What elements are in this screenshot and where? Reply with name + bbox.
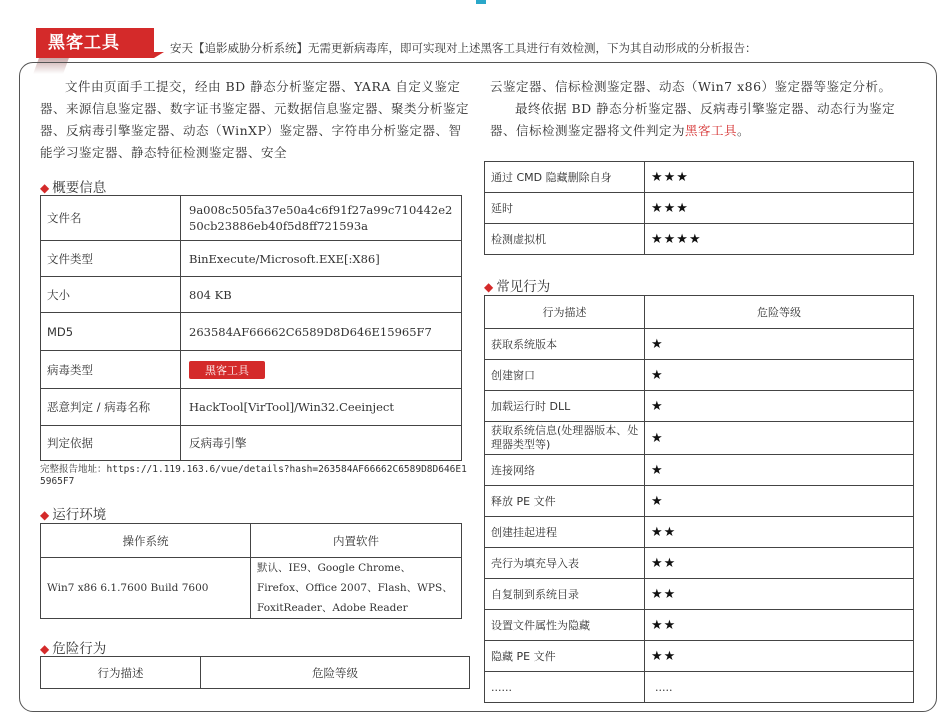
table-row [41, 426, 462, 461]
danger-stars: ★★ [645, 517, 914, 548]
verdict-highlight: 黑客工具 [685, 123, 738, 138]
top-page-mark [476, 0, 486, 4]
danger-stars: ★★ [645, 641, 914, 672]
env-software-line: FoxitReader、Adobe Reader [257, 602, 408, 614]
dangerous-header-table [40, 656, 470, 689]
table-row [41, 241, 462, 277]
table-row [41, 558, 462, 619]
table-row [485, 162, 914, 193]
overview-title-text: 概要信息 [52, 180, 107, 196]
table-row [485, 486, 914, 517]
danger-stars: ★ [645, 360, 914, 391]
common-header-level: 危险等级 [645, 296, 914, 329]
danger-stars: ★★★ [645, 193, 914, 224]
overview-value: BinExecute/Microsoft.EXE[:X86] [181, 241, 462, 277]
environment-title-text: 运行环境 [52, 507, 107, 523]
table-row [41, 313, 462, 351]
overview-value: 9a008c505fa37e50a4c6f91f27a99c710442e250cb23886eb40f5d8ff721593a [181, 196, 462, 241]
danger-stars: ★★★★ [645, 224, 914, 255]
common-table [484, 295, 914, 703]
table-row [485, 517, 914, 548]
table-row [485, 548, 914, 579]
table-row [41, 351, 462, 389]
overview-value: 反病毒引擎 [181, 426, 462, 461]
table-row [485, 193, 914, 224]
header-intro: 安天【追影威胁分析系统】无需更新病毒库，即可实现对上述黑客工具进行有效检测，下为其自动形成的分析报告： [170, 41, 757, 55]
diamond-icon: ◆ [40, 181, 50, 195]
overview-key: 判定依据 [41, 426, 181, 461]
danger-level: ..... [645, 672, 914, 703]
common-title [484, 275, 550, 295]
env-software-line: Firefox、Office 2007、Flash、WPS、 [257, 582, 453, 594]
table-row [485, 224, 914, 255]
env-header-os: 操作系统 [41, 524, 251, 558]
overview-value: HackTool[VirTool]/Win32.Ceeinject [181, 389, 462, 426]
dangerous-header-desc: 行为描述 [41, 657, 201, 689]
behavior-desc: 创建窗口 [485, 360, 645, 391]
behavior-desc: 释放 PE 文件 [485, 486, 645, 517]
env-software-line: 默认、IE9、Google Chrome、 [257, 562, 411, 574]
table-row [485, 391, 914, 422]
dangerous-title-text: 危险行为 [52, 641, 107, 657]
dangerous-title [40, 637, 106, 657]
overview-value [181, 351, 462, 389]
virus-type-badge: 黑客工具 [189, 361, 265, 379]
behavior-desc: 获取系统版本 [485, 329, 645, 360]
environment-title [40, 503, 106, 523]
table-row [485, 610, 914, 641]
table-row [41, 524, 462, 558]
table-row [485, 455, 914, 486]
table-row [485, 329, 914, 360]
common-header-desc: 行为描述 [485, 296, 645, 329]
behavior-desc: 创建挂起进程 [485, 517, 645, 548]
summary-right-suffix: 。 [737, 123, 751, 138]
danger-stars: ★ [645, 455, 914, 486]
diamond-icon: ◆ [40, 508, 50, 522]
summary-right-prefix: 最终依据 BD 静态分析鉴定器、反病毒引擎鉴定器、动态行为鉴定器、信标检测鉴定器将文件判定为 [490, 101, 896, 138]
behavior-desc: ...... [485, 672, 645, 703]
danger-stars: ★ [645, 422, 914, 455]
danger-stars: ★ [645, 486, 914, 517]
table-row [485, 422, 914, 455]
table-row [485, 641, 914, 672]
overview-key: 恶意判定 / 病毒名称 [41, 389, 181, 426]
danger-stars: ★★ [645, 548, 914, 579]
behavior-desc: 加载运行时 DLL [485, 391, 645, 422]
table-row [485, 672, 914, 703]
table-row [41, 657, 470, 689]
overview-title [40, 176, 106, 196]
common-title-text: 常见行为 [496, 279, 551, 295]
table-row [41, 389, 462, 426]
summary-right-line1: 云鉴定器、信标检测鉴定器、动态（Win7 x86）鉴定器等鉴定分析。 [490, 79, 892, 94]
behavior-desc: 连接网络 [485, 455, 645, 486]
danger-stars: ★★ [645, 610, 914, 641]
behavior-desc: 检测虚拟机 [485, 224, 645, 255]
env-os: Win7 x86 6.1.7600 Build 7600 [41, 558, 251, 619]
summary-right-line2 [490, 98, 920, 142]
diamond-icon: ◆ [484, 280, 494, 294]
behavior-desc: 获取系统信息(处理器版本、处理器类型等) [485, 422, 645, 455]
report-url: 完整报告地址：https://1.119.163.6/vue/details?hash=263584AF66662C6589D8D646E15965F7 [40, 464, 467, 487]
table-row [485, 579, 914, 610]
env-software [251, 558, 462, 619]
danger-stars: ★★★ [645, 162, 914, 193]
env-header-software: 内置软件 [251, 524, 462, 558]
dangerous-table [484, 161, 914, 255]
table-row [41, 196, 462, 241]
table-row [485, 296, 914, 329]
overview-table [40, 195, 462, 461]
overview-key: 文件类型 [41, 241, 181, 277]
behavior-desc: 延时 [485, 193, 645, 224]
danger-stars: ★ [645, 391, 914, 422]
overview-key: 文件名 [41, 196, 181, 241]
overview-key: 病毒类型 [41, 351, 181, 389]
header-tab-tail [154, 52, 164, 58]
header-tab: 黑客工具 [36, 28, 154, 58]
overview-key: MD5 [41, 313, 181, 351]
summary-right-text [490, 76, 920, 142]
behavior-desc: 通过 CMD 隐藏删除自身 [485, 162, 645, 193]
table-row [485, 360, 914, 391]
behavior-desc: 隐藏 PE 文件 [485, 641, 645, 672]
behavior-desc: 壳行为填充导入表 [485, 548, 645, 579]
dangerous-header-level: 危险等级 [201, 657, 470, 689]
table-row [41, 277, 462, 313]
summary-left-text: 文件由页面手工提交，经由 BD 静态分析鉴定器、YARA 自定义鉴定器、来源信息鉴定器、数字证书鉴定器、元数据信息鉴定器、聚类分析鉴定器、反病毒引擎鉴定器、动态（WinXP）鉴定器、字符串分析鉴定器、智能学习鉴定器、静态特征检测鉴定器、安全 [40, 79, 470, 160]
overview-key: 大小 [41, 277, 181, 313]
danger-stars: ★★ [645, 579, 914, 610]
diamond-icon: ◆ [40, 642, 50, 656]
danger-stars: ★ [645, 329, 914, 360]
behavior-desc: 自复制到系统目录 [485, 579, 645, 610]
overview-value: 263584AF66662C6589D8D646E15965F7 [181, 313, 462, 351]
behavior-desc: 设置文件属性为隐藏 [485, 610, 645, 641]
environment-table [40, 523, 462, 619]
overview-value: 804 KB [181, 277, 462, 313]
